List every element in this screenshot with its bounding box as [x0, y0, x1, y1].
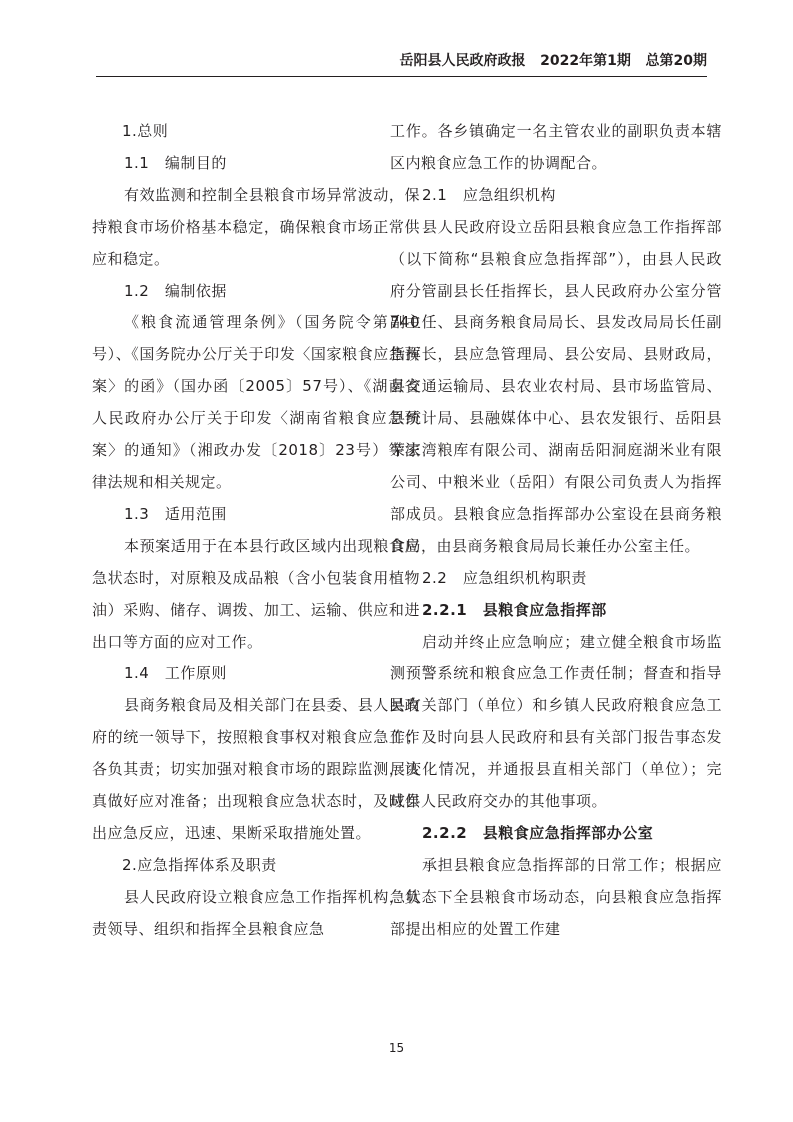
paragraph: 《粮食流通管理条例》（国务院令第740号）、《国务院办公厅关于印发〈国家粮食应急预案〉的函》（国办函〔2005〕57号）、《湖南省人民政府办公厅关于印发〈湖南省粮食应急预案〉的通知》（湘政办发〔2018〕23号）等法律法规和相关规定。 [92, 313, 420, 491]
paragraph: 有效监测和控制全县粮食市场异常波动，保持粮食市场价格基本稳定，确保粮食市场正常供应和稳定。 [92, 185, 420, 268]
issue-number: 2022年第1期 [540, 53, 631, 69]
subsection-heading: 1.3 适用范围 [124, 504, 227, 523]
paragraph: 启动并终止应急响应；建立健全粮食市场监测预警系统和粮食应急工作责任制；督查和指导县有关部门（单位）和乡镇人民政府粮食应急工作；及时向县人民政府和县有关部门报告事态发展变化情况，并通报县直相关部门（单位）；完成县人民政府交办的其他事项。 [390, 632, 722, 811]
subsection-heading: 1.4 工作原则 [124, 664, 227, 683]
bold-heading: 2.2.1 县粮食应急指挥部 [422, 600, 607, 619]
left-column [92, 116, 420, 946]
section-heading: 1.总则 [122, 122, 169, 140]
section-heading: 2.应急指挥体系及职责 [122, 855, 277, 874]
page-header [96, 52, 707, 77]
total-issue: 总第20期 [645, 53, 707, 69]
paragraph: 承担县粮食应急指挥部的日常工作；根据应急状态下全县粮食市场动态，向县粮食应急指挥部提出相应的处置工作建 [390, 855, 722, 938]
paragraph: 县人民政府设立粮食应急工作指挥机构，负责领导、组织和指挥全县粮食应急 [92, 887, 420, 938]
subsection-heading: 2.2 应急组织机构职责 [422, 568, 587, 587]
publication-title: 岳阳县人民政府政报 [399, 53, 526, 69]
subsection-heading: 1.1 编制目的 [124, 153, 227, 172]
right-column [390, 116, 722, 946]
subsection-heading: 2.1 应急组织机构 [422, 185, 556, 204]
bold-heading: 2.2.2 县粮食应急指挥部办公室 [422, 823, 654, 842]
paragraph-continued: 工作。各乡镇确定一名主管农业的副职负责本辖区内粮食应急工作的协调配合。 [390, 122, 722, 172]
paragraph: 本预案适用于在本县行政区域内出现粮食应急状态时，对原粮及成品粮（含小包装食用植物油）采购、储存、调拨、加工、运输、供应和进出口等方面的应对工作。 [92, 536, 420, 651]
paragraph: 县商务粮食局及相关部门在县委、县人民政府的统一领导下，按照粮食事权对粮食应急工作各负其责；切实加强对粮食市场的跟踪监测，认真做好应对准备；出现粮食应急状态时，及时作出应急反应，迅速、果断采取措施处置。 [92, 696, 420, 842]
paragraph: 县人民政府设立岳阳县粮食应急工作指挥部（以下简称“县粮食应急指挥部”），由县人民政府分管副县长任指挥长，县人民政府办公室分管副主任、县商务粮食局局长、县发改局局长任副指挥长，县应急管理局、县公安局、县财政局，县交通运输局、县农业农村局、县市场监管局、县统计局、县融媒体中心、县农发银行、岳阳县荣家湾粮库有限公司、湖南岳阳洞庭湖米业有限公司、中粮米业（岳阳）有限公司负责人为指挥部成员。县粮食应急指挥部办公室设在县商务粮食局，由县商务粮食局局长兼任办公室主任。 [390, 217, 722, 555]
page-number: 15 [388, 1041, 405, 1055]
subsection-heading: 1.2 编制依据 [124, 281, 227, 300]
